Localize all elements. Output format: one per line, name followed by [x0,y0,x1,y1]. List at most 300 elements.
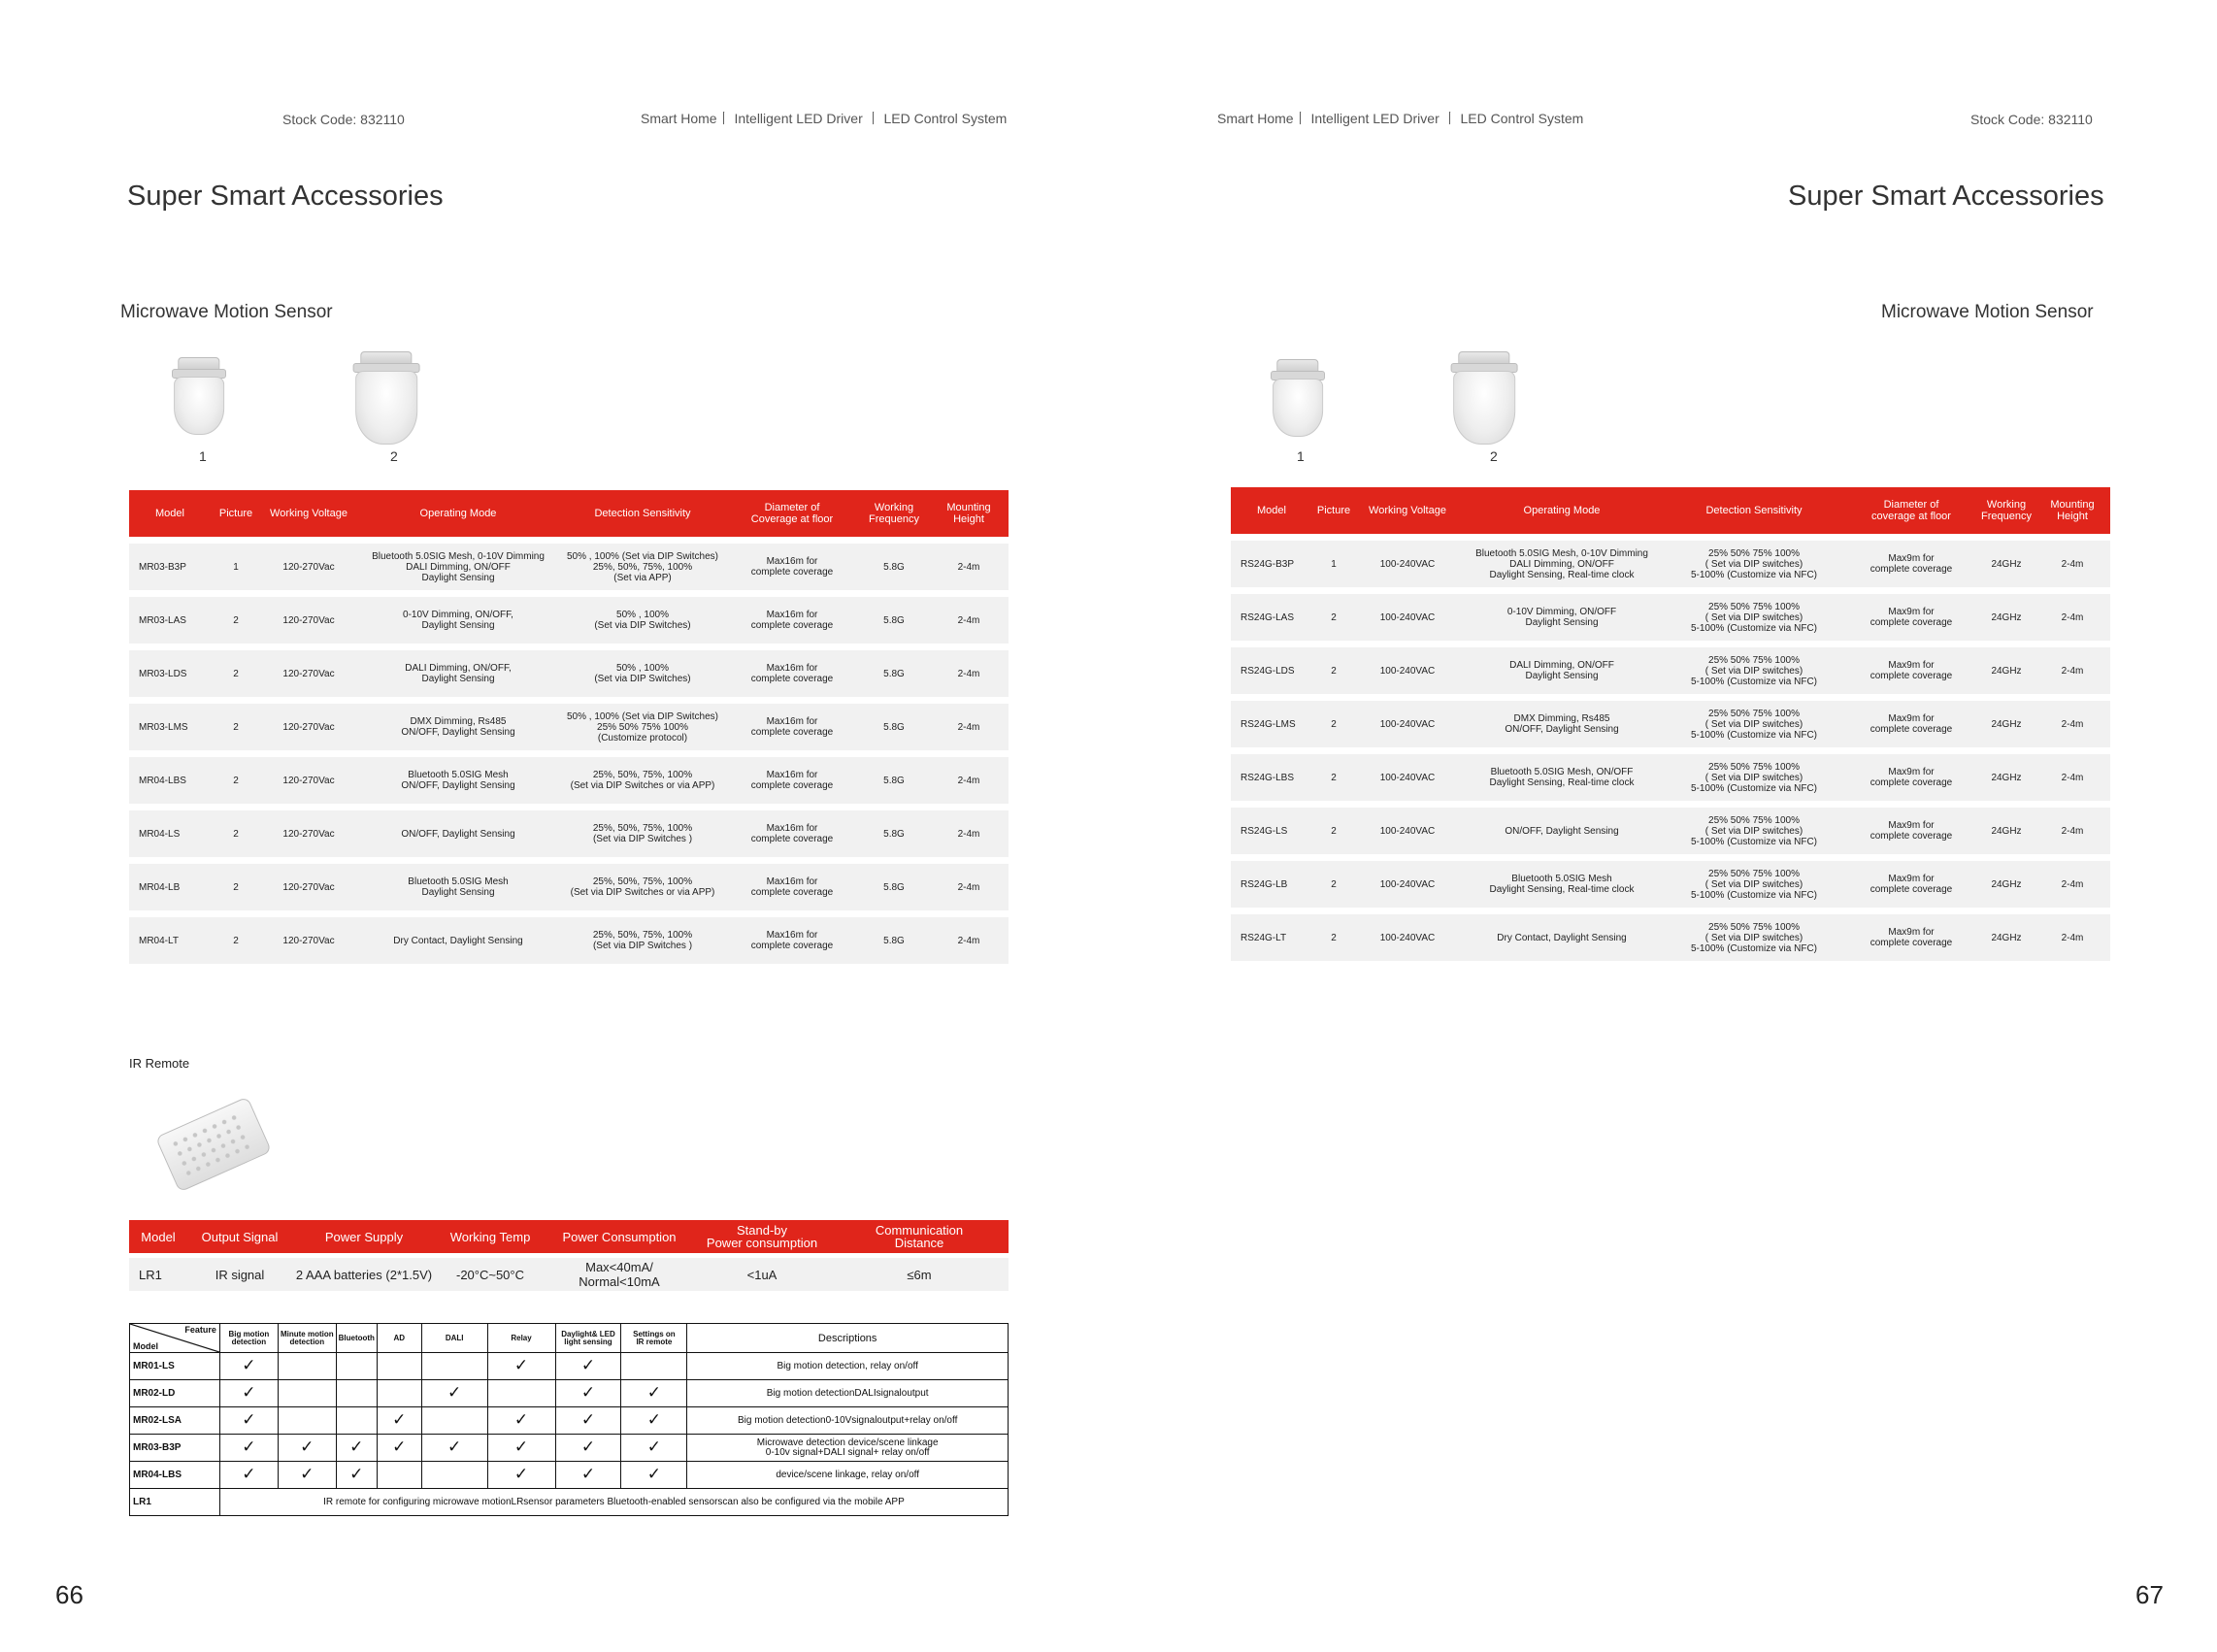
table-cell: 2 [1331,718,1337,730]
page-number: 67 [2135,1580,2164,1609]
table-cell: 2 [233,721,239,733]
table-cell: 0-10V Dimming, ON/OFF Daylight Sensing [1506,607,1617,628]
table-cell: Max16m for complete coverage [750,556,834,578]
table-cell: 2-4m [957,935,980,946]
description-cell: Big motion detection0-10Vsignaloutput+relay on/off [687,1407,1009,1435]
table-cell: Max9m for complete coverage [1870,927,1953,948]
feature-cell [487,1462,555,1489]
table-row [129,704,1009,750]
feature-cell [377,1380,421,1407]
model-cell: RS24G-LT [1241,932,1287,943]
description-cell: Big motion detection, relay on/off [687,1353,1009,1380]
column-header: Power Supply [324,1229,404,1244]
corner-feature-label: Feature [184,1325,216,1335]
table-row [1231,594,2110,641]
table-cell: 100-240VAC [1379,665,1436,677]
table-cell: 24GHz [1991,878,2022,890]
table-cell: Max9m for complete coverage [1870,553,1953,575]
model-cell: RS24G-LAS [1241,611,1295,623]
table-row [130,1462,1009,1489]
corner-model-label: Model [133,1341,158,1351]
model-cell: RS24G-LB [1241,878,1288,890]
column-header: Picture [1316,505,1351,516]
column-header: Model [155,508,184,519]
feature-column-header: Daylight& LED light sensing [555,1324,621,1353]
check-icon: ✓ [513,1437,529,1457]
page-67 [1108,0,2217,1652]
table-cell: 25% 50% 75% 100% ( Set via DIP switches) 5-100% (Customize via NFC) [1690,547,1818,580]
table-cell: 120-270Vac [282,935,335,946]
table-cell: 24GHz [1991,718,2022,730]
table-cell: 2 [1331,772,1337,783]
table-cell: Max16m for complete coverage [750,610,834,631]
table-cell: Max9m for complete coverage [1870,713,1953,735]
table-cell: 0-10V Dimming, ON/OFF, Daylight Sensing [403,610,513,631]
model-cell: MR02-LSA [130,1407,220,1435]
table-cell: 24GHz [1991,611,2022,623]
feature-cell [219,1407,278,1435]
feature-cell [219,1435,278,1462]
feature-cell [621,1353,687,1380]
header-nav: Smart Home丨 Intelligent LED Driver 丨 LED Control System [641,111,1008,126]
table-row [1231,914,2110,961]
table-cell: Max16m for complete coverage [750,930,834,951]
stock-code: Stock Code: 832110 [282,112,405,127]
picture-label-1: 1 [199,448,207,464]
column-header: Working Frequency [869,502,919,525]
feature-cell [377,1435,421,1462]
sensor-picture-2 [345,351,428,445]
check-icon: ✓ [447,1383,462,1403]
table-cell: Max9m for complete coverage [1870,607,1953,628]
description-cell: Microwave detection device/scene linkage 0-10v signal+DALI signal+ relay on/off [687,1435,1009,1462]
page-number: 66 [55,1580,83,1609]
feature-cell [421,1353,487,1380]
column-header: Working Frequency [1981,499,2032,522]
table-row [129,650,1009,697]
check-icon: ✓ [242,1437,256,1457]
table-cell: 2-4m [2061,718,2084,730]
check-icon: ✓ [580,1465,596,1484]
table-cell: 2 [233,775,239,786]
feature-cell [555,1353,621,1380]
sensor-spec-table-right [1231,487,2110,961]
feature-cell [377,1353,421,1380]
feature-cell [219,1353,278,1380]
column-header: Model [141,1229,176,1244]
table-cell: DMX Dimming, Rs485 ON/OFF, Daylight Sensing [401,716,515,738]
feature-cell [487,1380,555,1407]
column-header: Working Voltage [270,508,347,519]
table-row [1231,861,2110,908]
table-cell: 1 [233,561,239,573]
table-cell: 2-4m [2061,878,2084,890]
feature-cell [336,1407,377,1435]
table-header [129,490,1009,537]
sensor-picture-1 [1264,359,1332,437]
table-cell: 2-4m [2061,611,2084,623]
table-cell: 120-270Vac [282,881,335,893]
table-row [1231,754,2110,801]
feature-cell [421,1462,487,1489]
table-cell: 50% , 100% (Set via DIP Switches) [594,663,691,684]
table-cell: 5.8G [883,561,905,573]
table-row [1231,701,2110,747]
feature-model-corner [130,1324,220,1353]
table-row [129,917,1009,964]
table-cell: ≤6m [907,1267,932,1282]
check-icon: ✓ [242,1356,256,1375]
check-icon: ✓ [580,1437,596,1457]
table-row [1231,647,2110,694]
table-cell: <1uA [746,1267,778,1282]
check-icon: ✓ [392,1410,407,1430]
feature-table-body [130,1353,1009,1516]
check-icon: ✓ [646,1437,662,1457]
table-cell: 120-270Vac [282,828,335,840]
feature-cell [621,1462,687,1489]
table-cell: DALI Dimming, ON/OFF, Daylight Sensing [405,663,512,684]
table-cell: 25% 50% 75% 100% ( Set via DIP switches) 5-100% (Customize via NFC) [1690,601,1818,634]
check-icon: ✓ [580,1410,596,1430]
ir-remote-spec-table [129,1220,1009,1291]
table-cell: 25% 50% 75% 100% ( Set via DIP switches) 5-100% (Customize via NFC) [1690,814,1818,847]
table-cell: 24GHz [1991,665,2022,677]
picture-label-1: 1 [1297,448,1305,464]
table-cell: 120-270Vac [282,614,335,626]
table-cell: 2 [1331,932,1337,943]
model-cell: MR03-LMS [139,721,188,733]
model-cell: MR04-LB [139,881,181,893]
column-header: Output Signal [201,1229,279,1244]
column-header: Diameter of coverage at floor [1871,499,1951,522]
page-66 [0,0,1108,1652]
table-cell: DMX Dimming, Rs485 ON/OFF, Daylight Sensing [1505,713,1619,735]
model-cell: MR03-LDS [139,668,187,679]
table-cell: Bluetooth 5.0SIG Mesh, ON/OFF Daylight Sensing, Real-time clock [1489,767,1635,788]
check-icon: ✓ [242,1465,256,1484]
feature-cell [278,1462,336,1489]
table-cell: Max16m for complete coverage [750,876,834,898]
header-nav: Smart Home丨 Intelligent LED Driver 丨 LED Control System [1217,111,1584,126]
table-cell: 100-240VAC [1379,932,1436,943]
table-row [129,544,1009,590]
table-cell: 5.8G [883,935,905,946]
column-header: Mounting Height [2050,499,2095,522]
table-cell: ON/OFF, Daylight Sensing [401,828,515,840]
model-cell: RS24G-LBS [1241,772,1295,783]
check-icon: ✓ [242,1383,256,1403]
feature-cell [621,1435,687,1462]
feature-column-header: AD [377,1324,421,1353]
table-cell: 50% , 100% (Set via DIP Switches) 25%, 50%, 75%, 100% (Set via APP) [567,550,718,583]
table-row [1231,808,2110,854]
feature-cell [421,1407,487,1435]
table-cell: Bluetooth 5.0SIG Mesh, 0-10V Dimming DALI Dimming, ON/OFF Daylight Sensing, Real-time clock [1475,547,1648,580]
table-row [129,597,1009,644]
picture-label-2: 2 [390,448,398,464]
table-cell: 2-4m [2061,825,2084,837]
table-cell: Max<40mA/ Normal<10mA [579,1260,660,1289]
table-cell: 2-4m [957,614,980,626]
model-cell: MR04-LS [139,828,181,840]
column-header: Diameter of Coverage at floor [750,502,834,525]
table-cell: 24GHz [1991,772,2022,783]
check-icon: ✓ [580,1383,596,1403]
ir-remote-icon [155,1097,272,1193]
table-cell: 25%, 50%, 75%, 100% (Set via DIP Switches or via APP) [570,876,715,898]
feature-cell [278,1380,336,1407]
feature-cell [377,1407,421,1435]
table-cell: Max16m for complete coverage [750,716,834,738]
check-icon: ✓ [242,1410,256,1430]
table-cell: 2-4m [2061,558,2084,570]
model-cell: MR02-LD [130,1380,220,1407]
table-cell: 120-270Vac [282,721,335,733]
model-cell: MR01-LS [130,1353,220,1380]
table-row [130,1435,1009,1462]
table-cell: 2-4m [2061,665,2084,677]
feature-cell [336,1435,377,1462]
table-cell: 2-4m [957,828,980,840]
table-cell: 2 [233,614,239,626]
table-cell: 5.8G [883,828,905,840]
section-title: Microwave Motion Sensor [1881,302,2094,322]
column-header: Detection Sensitivity [594,508,691,519]
table-cell: 2 [233,881,239,893]
table-cell: 120-270Vac [282,775,335,786]
model-cell: RS24G-LMS [1241,718,1296,730]
table-cell: 25%, 50%, 75%, 100% (Set via DIP Switches ) [592,930,693,951]
table-cell: 2-4m [957,668,980,679]
table-cell: 25% 50% 75% 100% ( Set via DIP switches) 5-100% (Customize via NFC) [1690,921,1818,954]
feature-matrix-table [129,1323,1009,1516]
check-icon: ✓ [646,1410,662,1430]
description-cell: IR remote for configuring microwave motionLRsensor parameters Bluetooth-enabled sensorscan also be configured via the mobile APP [219,1489,1008,1516]
table-cell: 2 [233,935,239,946]
table-cell: 2 AAA batteries (2*1.5V) [295,1267,433,1282]
table-cell: 2 [1331,611,1337,623]
feature-cell [219,1380,278,1407]
feature-cell [555,1462,621,1489]
column-header: Mounting Height [946,502,991,525]
table-cell: 2 [233,668,239,679]
table-cell: DALI Dimming, ON/OFF Daylight Sensing [1509,660,1614,681]
feature-cell [336,1462,377,1489]
feature-cell [555,1435,621,1462]
feature-cell [555,1407,621,1435]
table-header [1231,487,2110,534]
check-icon: ✓ [646,1465,662,1484]
table-cell: 25% 50% 75% 100% ( Set via DIP switches) 5-100% (Customize via NFC) [1690,654,1818,687]
check-icon: ✓ [513,1410,529,1430]
table-cell: 100-240VAC [1379,718,1436,730]
table-cell: 2-4m [957,881,980,893]
model-cell: MR04-LT [139,935,179,946]
table-cell: 25% 50% 75% 100% ( Set via DIP switches) 5-100% (Customize via NFC) [1690,708,1818,741]
model-cell: MR04-LBS [130,1462,220,1489]
feature-column-header: Descriptions [687,1324,1009,1353]
table-cell: 2 [233,828,239,840]
table-cell: 25%, 50%, 75%, 100% (Set via DIP Switches or via APP) [570,770,715,791]
feature-table-header [130,1324,1009,1353]
table-row [129,810,1009,857]
model-cell: RS24G-LS [1241,825,1288,837]
section-title: Microwave Motion Sensor [120,302,333,322]
table-cell: 2 [1331,825,1337,837]
column-header: Detection Sensitivity [1705,505,1803,516]
check-icon: ✓ [513,1356,529,1375]
table-cell: ON/OFF, Daylight Sensing [1505,825,1619,837]
feature-column-header: Settings on IR remote [621,1324,687,1353]
table-cell: Dry Contact, Daylight Sensing [393,935,523,946]
table-cell: Max16m for complete coverage [750,770,834,791]
feature-cell [278,1407,336,1435]
ir-remote-table-header [129,1220,1009,1253]
feature-column-header: Relay [487,1324,555,1353]
table-cell: Dry Contact, Daylight Sensing [1497,932,1627,943]
feature-column-header: Bluetooth [336,1324,377,1353]
feature-column-header: Minute motion detection [278,1324,336,1353]
feature-cell [336,1380,377,1407]
feature-cell [621,1380,687,1407]
table-row [129,864,1009,910]
column-header: Working Temp [449,1229,531,1244]
model-cell: LR1 [130,1489,220,1516]
table-cell: 5.8G [883,775,905,786]
feature-cell [487,1353,555,1380]
model-cell: RS24G-B3P [1241,558,1295,570]
table-cell: Bluetooth 5.0SIG Mesh Daylight Sensing [408,876,509,898]
table-cell: 100-240VAC [1379,825,1436,837]
feature-cell [621,1407,687,1435]
column-header: Power Consumption [562,1229,677,1244]
model-cell: RS24G-LDS [1241,665,1295,677]
table-cell: 2-4m [2061,772,2084,783]
table-cell: 24GHz [1991,558,2022,570]
check-icon: ✓ [447,1437,462,1457]
column-header: Stand-by Power consumption [706,1223,818,1250]
feature-cell [487,1435,555,1462]
table-cell: Max9m for complete coverage [1870,767,1953,788]
table-cell: 2 [1331,878,1337,890]
table-cell: 25%, 50%, 75%, 100% (Set via DIP Switches ) [592,823,693,844]
description-cell: Big motion detectionDALIsignaloutput [687,1380,1009,1407]
feature-cell [421,1435,487,1462]
table-cell: 100-240VAC [1379,878,1436,890]
table-cell: 5.8G [883,668,905,679]
table-row [130,1489,1009,1516]
ir-remote-title: IR Remote [129,1056,190,1071]
column-header: Communication Distance [875,1223,964,1250]
column-header: Picture [218,508,253,519]
column-header: Operating Mode [419,508,497,519]
check-icon: ✓ [646,1383,662,1403]
table-cell: 5.8G [883,614,905,626]
check-icon: ✓ [349,1465,364,1484]
table-cell: 120-270Vac [282,668,335,679]
column-header: Operating Mode [1523,505,1601,516]
table-cell: 2 [1331,665,1337,677]
table-cell: 100-240VAC [1379,611,1436,623]
check-icon: ✓ [349,1437,364,1457]
feature-cell [278,1353,336,1380]
table-row [129,1258,1009,1291]
feature-cell [421,1380,487,1407]
table-cell: Max9m for complete coverage [1870,874,1953,895]
table-cell: IR signal [215,1267,265,1282]
table-cell: 100-240VAC [1379,558,1436,570]
feature-cell [219,1462,278,1489]
table-cell: Bluetooth 5.0SIG Mesh, 0-10V Dimming DALI Dimming, ON/OFF Daylight Sensing [372,550,545,583]
table-cell: 2-4m [957,775,980,786]
table-cell: Max16m for complete coverage [750,663,834,684]
table-row [130,1380,1009,1407]
model-cell: MR04-LBS [139,775,186,786]
table-cell: 25% 50% 75% 100% ( Set via DIP switches) 5-100% (Customize via NFC) [1690,761,1818,794]
table-cell: -20°C~50°C [455,1267,524,1282]
table-cell: 120-270Vac [282,561,335,573]
model-cell: MR03-B3P [139,561,186,573]
model-cell: MR03-B3P [130,1435,220,1462]
table-cell: 2-4m [957,561,980,573]
table-row [129,757,1009,804]
table-cell: Max9m for complete coverage [1870,660,1953,681]
check-icon: ✓ [392,1437,407,1457]
table-cell: 24GHz [1991,932,2022,943]
check-icon: ✓ [300,1437,314,1457]
table-cell: 5.8G [883,721,905,733]
check-icon: ✓ [300,1465,314,1484]
table-row [130,1407,1009,1435]
picture-label-2: 2 [1490,448,1498,464]
column-header: Working Voltage [1369,505,1446,516]
description-cell: device/scene linkage, relay on/off [687,1462,1009,1489]
feature-cell [278,1435,336,1462]
table-row [130,1353,1009,1380]
table-cell: Bluetooth 5.0SIG Mesh Daylight Sensing, Real-time clock [1489,874,1635,895]
feature-cell [487,1407,555,1435]
table-cell: 25% 50% 75% 100% ( Set via DIP switches) 5-100% (Customize via NFC) [1690,868,1818,901]
check-icon: ✓ [513,1465,529,1484]
feature-column-header: Big motion detection [219,1324,278,1353]
page-title: Super Smart Accessories [1788,181,2104,212]
sensor-spec-table-left [129,490,1009,964]
check-icon: ✓ [580,1356,596,1375]
feature-cell [377,1462,421,1489]
model-cell: LR1 [139,1267,162,1282]
table-cell: Bluetooth 5.0SIG Mesh ON/OFF, Daylight Sensing [401,770,515,791]
table-cell: 1 [1331,558,1337,570]
table-cell: Max16m for complete coverage [750,823,834,844]
feature-cell [555,1380,621,1407]
table-cell: 2-4m [957,721,980,733]
feature-cell [336,1353,377,1380]
table-row [1231,541,2110,587]
column-header: Model [1257,505,1286,516]
table-cell: 5.8G [883,881,905,893]
sensor-picture-1 [165,357,233,435]
model-cell: MR03-LAS [139,614,186,626]
page-title: Super Smart Accessories [127,181,444,212]
feature-column-header: DALI [421,1324,487,1353]
table-cell: Max9m for complete coverage [1870,820,1953,842]
table-cell: 50% , 100% (Set via DIP Switches) [594,610,691,631]
table-cell: 24GHz [1991,825,2022,837]
stock-code: Stock Code: 832110 [1970,112,2093,127]
sensor-picture-2 [1442,351,1526,445]
table-cell: 100-240VAC [1379,772,1436,783]
